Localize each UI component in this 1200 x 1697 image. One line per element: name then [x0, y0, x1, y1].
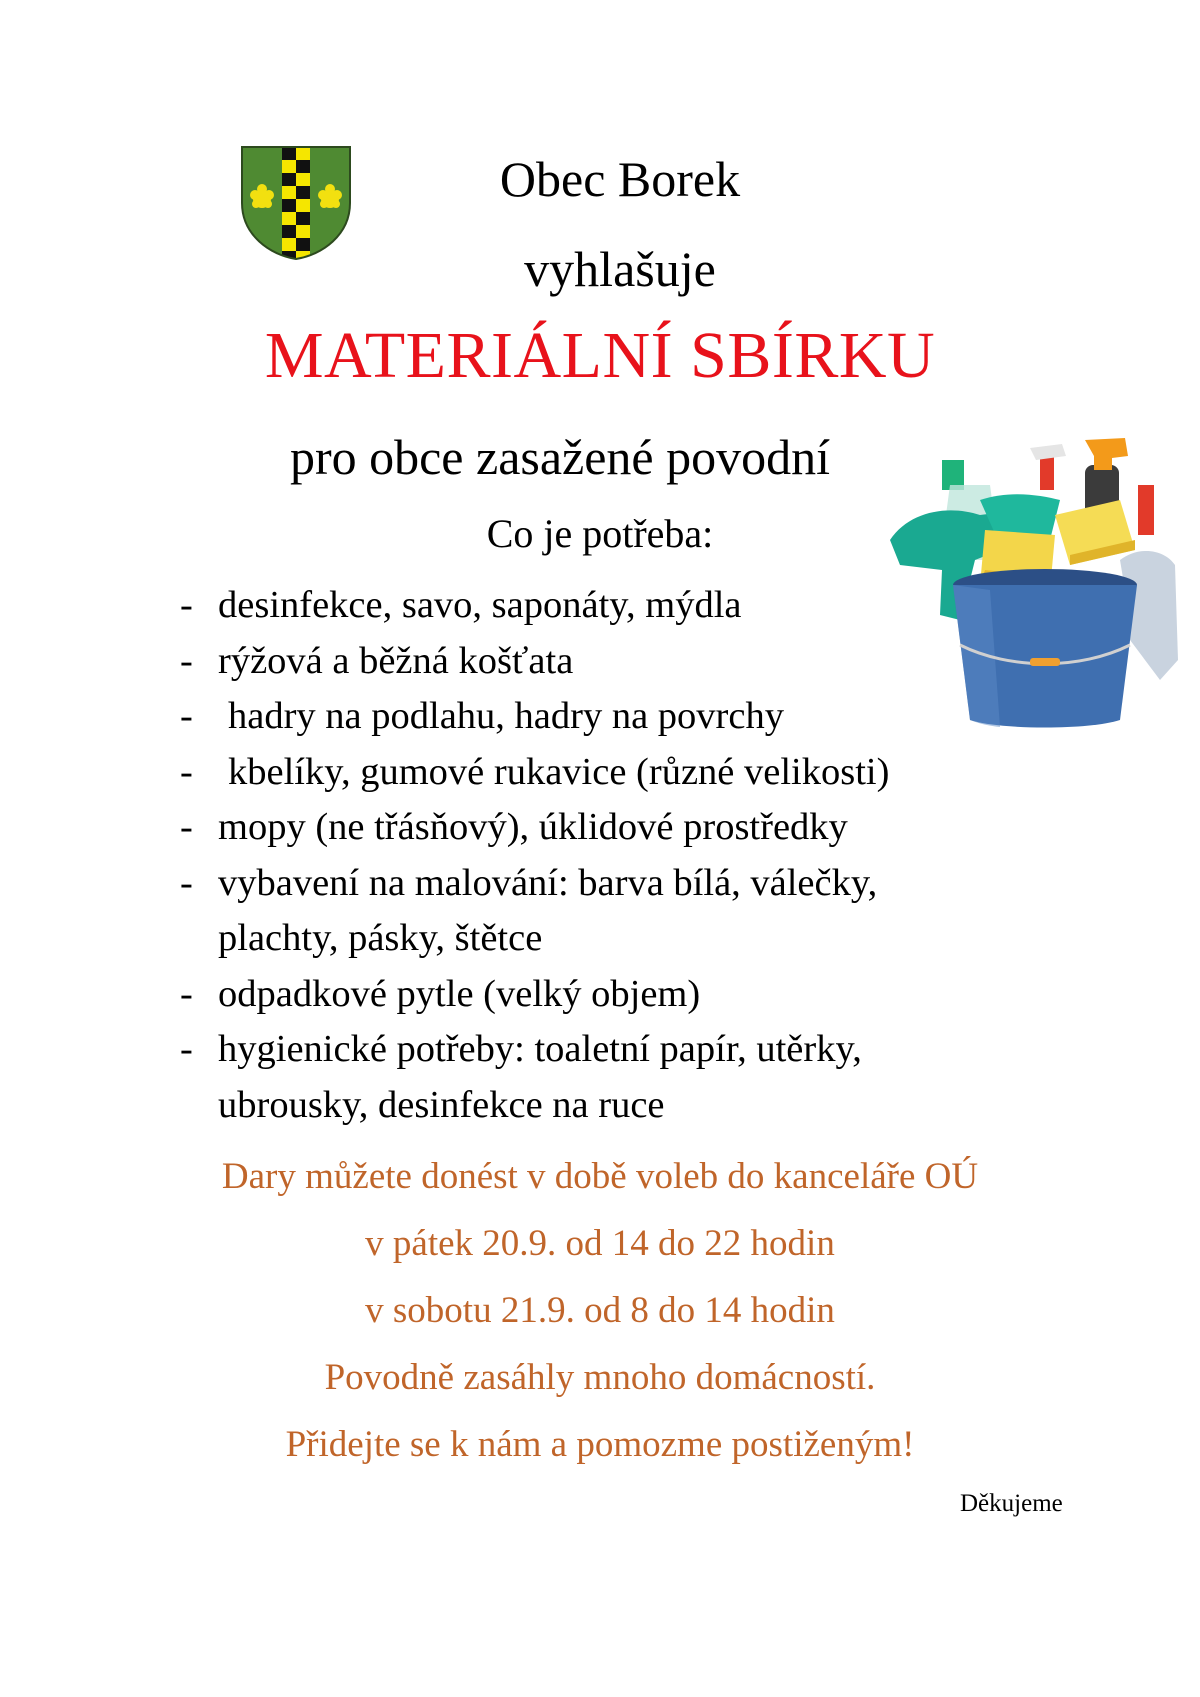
needs-list: [180, 578, 889, 1133]
subtitle: pro obce zasažené povodní: [289, 429, 831, 485]
list-item: [180, 689, 889, 745]
list-item: [180, 800, 889, 856]
bullet-dash: -: [180, 861, 193, 904]
list-item: [180, 1022, 889, 1133]
bullet-dash: -: [180, 695, 193, 737]
list-item-text: desinfekce, savo, saponáty, mýdla: [218, 584, 742, 626]
bullet-dash: -: [180, 750, 193, 793]
list-item: [180, 967, 889, 1023]
list-item: [180, 856, 889, 967]
cleaning-bucket-illustration: [880, 430, 1180, 730]
list-item: [180, 578, 889, 634]
bullet-dash: -: [180, 584, 193, 626]
list-item-text: odpadkové pytle (velký objem): [218, 972, 701, 1015]
bullet-dash: -: [180, 1028, 193, 1070]
list-item-text: mopy (ne třásňový), úklidové prostředky: [218, 806, 848, 848]
headline: MATERIÁLNÍ SBÍRKU: [264, 319, 936, 392]
list-item: [180, 634, 889, 690]
list-item-continuation: ubrousky, desinfekce na ruce: [218, 1083, 665, 1126]
list-item-continuation: plachty, pásky, štětce: [218, 917, 543, 959]
call-to-action: Přidejte se k nám a pomozme postiženým!: [285, 1424, 915, 1465]
list-item: [180, 745, 889, 801]
bullet-dash: -: [180, 972, 193, 1015]
friday-hours: v pátek 20.9. od 14 do 22 hodin: [365, 1223, 835, 1264]
list-item-text: hadry na podlahu, hadry na povrchy: [228, 695, 784, 737]
list-item-text: rýžová a běžná košťata: [218, 639, 574, 682]
saturday-hours: v sobotu 21.9. od 8 do 14 hodin: [365, 1290, 835, 1331]
announcement-verb: vyhlašuje: [524, 241, 716, 297]
bullet-dash: -: [180, 806, 193, 848]
closing-thanks: Děkujeme: [960, 1490, 1063, 1517]
list-item-text: kbelíky, gumové rukavice (různé velikosti): [228, 750, 890, 793]
list-item-text: vybavení na malování: barva bílá, válečky,: [218, 861, 878, 904]
flood-statement: Povodně zasáhly mnoho domácností.: [324, 1357, 876, 1398]
donation-info: Dary můžete donést v době voleb do kanceláře OÚ: [221, 1156, 979, 1197]
municipality-name: Obec Borek: [499, 151, 741, 207]
needs-heading: Co je potřeba:: [486, 511, 714, 556]
list-item-text: hygienické potřeby: toaletní papír, utěrky,: [218, 1028, 862, 1070]
bullet-dash: -: [180, 639, 193, 682]
